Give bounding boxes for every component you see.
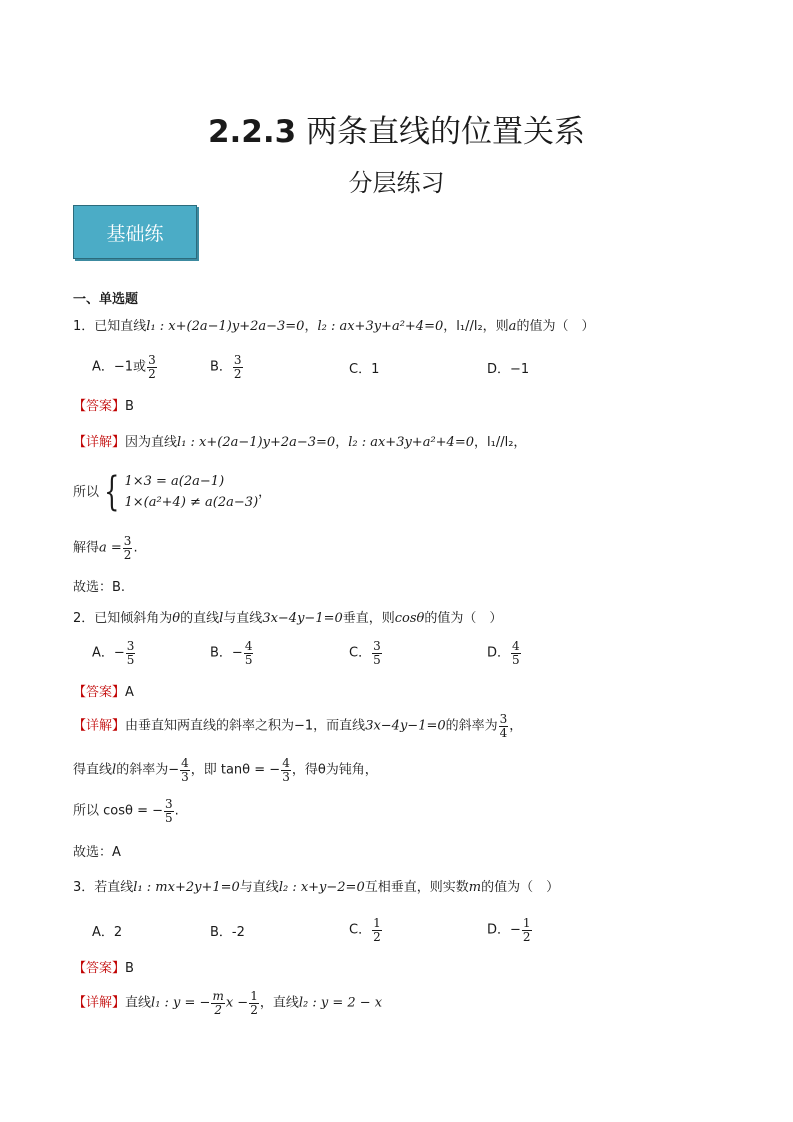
q1-detail-solve: 解得a = $\frac{3}{2}$ .	[73, 534, 138, 562]
q3-answer: 【答案】B	[73, 961, 134, 976]
page-title	[0, 106, 793, 151]
q2-choose: 故选：A	[73, 845, 121, 860]
q2-option-b[interactable]: B．− $\frac{4}{5}$	[210, 639, 253, 667]
q2-detail-line-2: 得直线l的斜率为− $\frac{4}{3}$ ，即 tanθ = − $\frac{4}{3}$ ，得θ为钝角，	[73, 756, 378, 784]
q1-option-d[interactable]: D．−1	[487, 362, 530, 377]
question-2: 2．已知倾斜角为θ的直线l与直线3x−4y−1=0垂直，则cosθ的值为（ ）	[73, 611, 503, 626]
q3-option-b[interactable]: B．-2	[210, 925, 245, 940]
q1-answer: 【答案】B	[73, 399, 134, 414]
q1-choose: 故选：B.	[73, 580, 126, 595]
brace-symbol: {	[104, 469, 120, 515]
title-text: 两条直线的位置关系	[306, 114, 586, 150]
section-heading: 一、单选题	[73, 292, 139, 307]
question-1: 1．已知直线l₁ : x+(2a−1)y+2a−3=0，l₂ : ax+3y+a²+4=0，l₁//l₂，则a的值为（ ）	[73, 319, 595, 334]
q2-option-c[interactable]: C． $\frac{3}{5}$	[349, 639, 381, 667]
page-subtitle: 分层练习	[348, 169, 445, 197]
q1-detail-system: 所以 { 1×3 = a(2a−1) 1×(a²+4) ≠ a(2a−3) ，	[73, 469, 272, 515]
level-tag: 基础练	[73, 205, 197, 259]
q2-option-a[interactable]: A．− $\frac{3}{5}$	[92, 639, 135, 667]
q3-detail-line-1: 【详解】直线l₁ : y = − $\frac{m}{2}$ x − $\frac{1}{2}$ ，直线l₂ : y = 2 − x	[73, 989, 383, 1017]
q3-option-a[interactable]: A．2	[92, 925, 123, 940]
q1-option-b[interactable]: B． $\frac{3}{2}$	[210, 353, 242, 381]
q2-option-d[interactable]: D． $\frac{4}{5}$	[487, 639, 520, 667]
q1-detail-line-1: 【详解】因为直线l₁ : x+(2a−1)y+2a−3=0，l₂ : ax+3y+a²+4=0，l₁//l₂，	[73, 435, 527, 450]
title-number: 2.2.3	[207, 114, 297, 150]
q2-detail-line-1: 【详解】由垂直知两直线的斜率之积为−1，而直线3x−4y−1=0的斜率为 $\frac{3}{4}$ ，	[73, 712, 523, 740]
question-3: 3．若直线l₁ : mx+2y+1=0与直线l₂ : x+y−2=0互相垂直，则实数m的值为（ ）	[73, 880, 560, 895]
q2-answer: 【答案】A	[73, 685, 134, 700]
q3-option-c[interactable]: C． $\frac{1}{2}$	[349, 916, 381, 944]
q2-detail-line-3: 所以 cosθ = − $\frac{3}{5}$ .	[73, 797, 179, 825]
q3-option-d[interactable]: D．− $\frac{1}{2}$	[487, 916, 531, 944]
q1-option-c[interactable]: C．1	[349, 362, 380, 377]
q1-option-a[interactable]: A．−1或 $\frac{3}{2}$	[92, 353, 156, 381]
